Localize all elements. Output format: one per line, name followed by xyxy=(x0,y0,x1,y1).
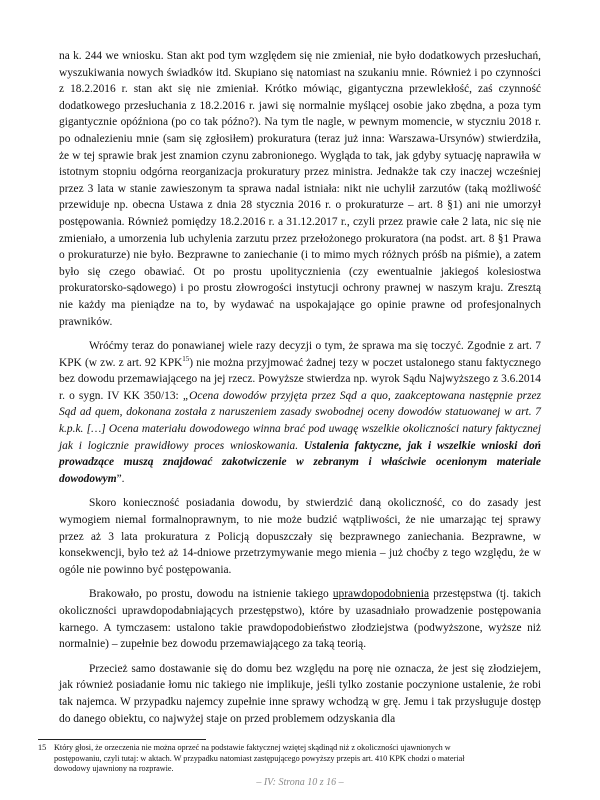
page-number: – IV: Strona 10 z 16 – xyxy=(256,777,344,788)
paragraph-5: Przecież samo dostawanie się do domu bez względu na porę nie oznacza, że jest się złodziejem, jak również posiadanie łomu nic takiego nie implikuje, jeśli tylko zostanie poczynione ustalenie, że robi tak najemca. W przypadku najemcy zupełnie inne sprawy wchodzą w grę. Jemu i tak przysługuje dostęp do danego obiektu, co najwyżej staje on przed problemem odzyskania dla xyxy=(59,662,541,725)
paragraph-4-text-b: przestępstwa (tj. takich okoliczności uprawdopodabniających przestępstwo), które by uzasadniało prowadzenie postępowania karnego. A tymczasem: ustalono takie prawdopodobieństwo złodziejstwa (podwyższone, wyższe niż normalnie) – zupełnie bez dowodu przemawiającego za taką teorią. xyxy=(59,588,541,651)
footnote-number: 15 xyxy=(38,743,47,752)
footnote-reference[interactable]: 15 xyxy=(182,354,190,363)
court-ruling-quote: „Ocena dowodów przyjęta przez Sąd a quo, zaakceptowana następnie przez Sąd ad quem, dokonana została z naruszeniem zasady swobodnej oceny dowodów statuowanej w art. 7 k.p.k. […] Ocena materiału dowodowego winna brać pod uwagę wszelkie okoliczności natury faktycznej jak i logicznie prawidłowy proces wnioskowania. xyxy=(59,389,542,452)
footnote-text: Który głosi, że orzeczenia nie można oprzeć na podstawie faktycznej wziętej skądinąd niż z okoliczności ujawnionych w postępowaniu, czyli tutaj: w aktach. W przypadku natomiast zastępującego powyższy przepis art. 410 KPK chodzi o materiał dowodowy ujawniony na rozprawie. xyxy=(54,743,465,774)
court-ruling-emphasis: Ustalenia faktyczne, jak i wszelkie wnioski doń prowadzące muszą znajdować zakotwiczenie w zebranym i właściwie ocenionym materiale dowodowym xyxy=(59,439,541,485)
footnote-separator xyxy=(38,739,206,740)
page-body xyxy=(59,48,541,727)
paragraph-2 xyxy=(59,338,541,487)
quote-closing: ”. xyxy=(116,472,125,485)
paragraph-4 xyxy=(59,586,541,652)
paragraph-2-text-b: ) nie można przyjmować żadnej tezy w poczet ustalonego stanu faktycznego bez dowodu przemawiającego na jej rzecz. Powyższe stwierdza np. wyrok Sądu Najwyższego z 3.6.2014 r. o sygn. IV KK 350/13: xyxy=(59,356,541,402)
footnote xyxy=(38,743,508,775)
paragraph-2-text-a: Wróćmy teraz do ponawianej wiele razy decyzji o tym, że sprawa ma się toczyć. Zgodnie z art. 7 KPK (w zw. z art. 92 KPK xyxy=(59,340,541,369)
underlined-term: uprawdopodobnienia xyxy=(332,588,430,601)
paragraph-3: Skoro konieczność posiadania dowodu, by stwierdzić daną okoliczność, co do zasady jest wymogiem niemal formalnoprawnym, to nie może budzić wątpliwości, że nie umarzając tej sprawy przez aż 3 lata prokuratura z Policją dopuszczały się bezprawnego zaniechania. Bezprawne, w konsekwencji, było też aż 14-dniowe przetrzymywanie mego mienia – już choćby z tego względu, że w ogóle nie powinno być postępowania. xyxy=(59,497,541,576)
paragraph-1: na k. 244 we wniosku. Stan akt pod tym względem się nie zmieniał, nie było dodatkowych przesłuchań, wyszukiwania nowych świadków itd. Skupiano się natomiast na szukaniu mnie. Również i po czynności z 18.2.2016 r. stan akt się nie zmieniał. Krótko mówiąc, gigantyczna przewlekłość, zaś czynność dodatkowego przesłuchania z 18.2.2016 r. jawi się normalnie myślącej osobie jako zbędna, a poza tym gigantycznie opóźniona (po co tak późno?). Na tym tle nagle, w pewnym momencie, w styczniu 2018 r. po odnalezieniu mnie (sam się zgłosiłem) prokuratura (teraz już inna: Warszawa-Ursynów) stwierdziła, że w tej sprawie brak jest znamion czynu zabronionego. Wygląda to tak, jak gdyby sytuację naprawiła w istotnym stopniu odgórna reorganizacja prokuratury przez ministra. Jednakże tak czy inaczej wcześniej przez 3 lata w stanie zawieszonym ta sprawa nadal istniała: nikt nie uchylił zarzutów (taką możliwość przewiduje np. obecna Ustawa z dnia 28 stycznia 2016 r. o prokuraturze – art. 8 §1) ani nie umorzył postępowania. Również pomiędzy 18.2.2016 r. a 31.12.2017 r., czyli przez prawie całe 2 lata, nic się nie zmieniało, a umorzenia lub uchylenia zarzutu przez przełożonego prokuratora (na podst. art. 8 §1 Prawa o prokuraturze) nie było. Bezprawne to zaniechanie (i to mimo mych różnych próśb na piśmie), a zatem było się czego obawiać. Ot po prostu upolitycznienia (czy ewentualnie jakiegoś kolesiostwa prokuratorsko-sądowego) i po prostu złowrogości instytucji ochrony prawnej w naszym kraju. Zresztą nie każdy ma pieniądze na to, by wydawać na uspokajające go opinie prawne od profesjonalnych prawników. xyxy=(59,50,541,328)
paragraph-4-text-a: Brakowało, po prostu, dowodu na istnienie takiego xyxy=(89,588,333,601)
